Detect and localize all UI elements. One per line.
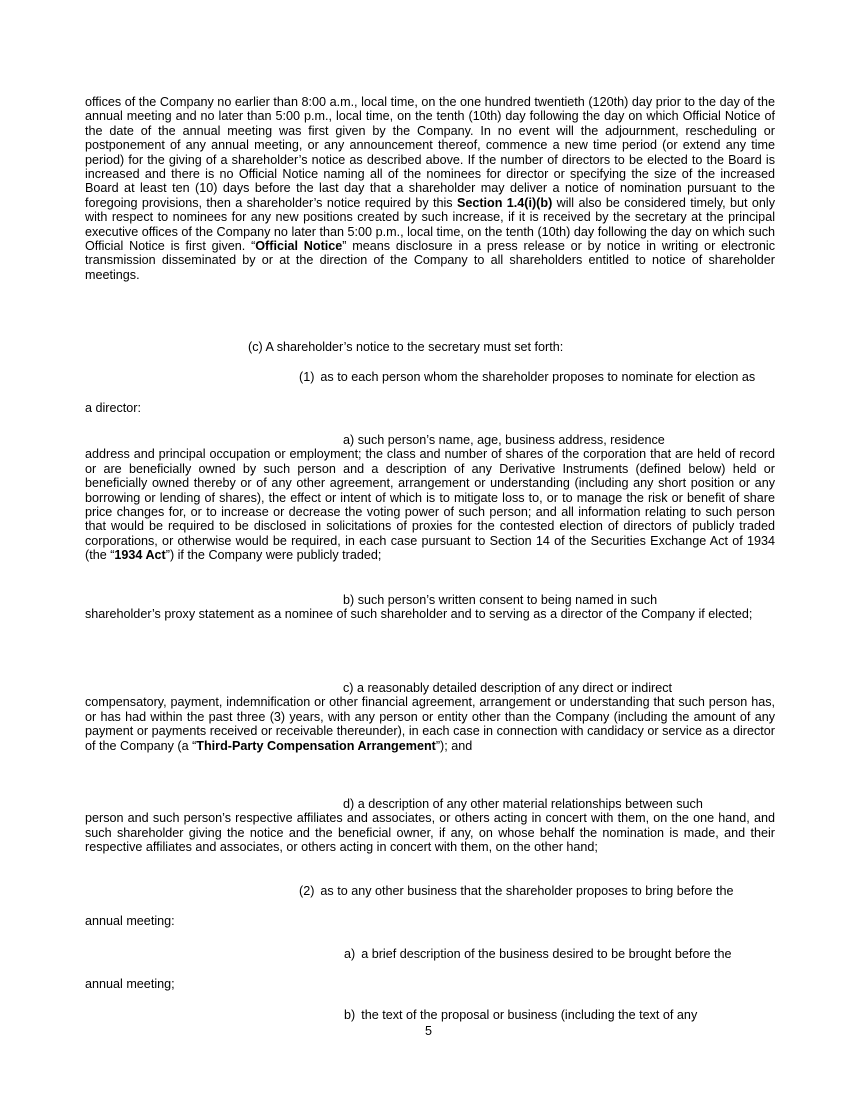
sub-item-lead: a) such person’s name, age, business address, residence [343,433,665,447]
list-text: as to each person whom the shareholder proposes to nominate for election as [320,370,756,384]
list-item-1 [299,370,775,384]
sub-item-text: ”) if the Company were publicly traded; [165,548,382,563]
clause-c-heading: (c) A shareholder’s notice to the secretary must set forth: [248,340,564,354]
sub-item-lead: d) a description of any other material relationships between such [343,797,703,811]
list-text: as to any other business that the shareholder proposes to bring before the [320,884,734,898]
sub-item-body: shareholder’s proxy statement as a nominee of such shareholder and to serving as a director of the Company if elected; [85,607,753,622]
sub-item-d [85,797,775,855]
defined-term-official-notice: Official Notice [255,239,343,254]
paragraph-text: ” means disclosure in a press release or by notice in writing or electronic transmission disseminated by or at the direction of the Company to all shareholders entitled to notice of shareholder meetings. [85,239,775,282]
business-sub-item-b [344,1008,775,1022]
list-letter: b) [344,1008,356,1022]
defined-term-1934-act: 1934 Act [114,548,166,563]
section-reference: Section 1.4(i)(b) [456,195,553,210]
paragraph-text: offices of the Company no earlier than 8:00 a.m., local time, on the one hundred twentieth (120th) day prior to the day of the annual meeting and no later than 5:00 p.m., local time, on the tenth (10th) day following the day on which Official Notice of the date of the annual meeting was first given by the Company. In no event will the adjournment, rescheduling or postponement of any annual meeting, or any announcement thereof, commence a new time period (or extend any time period) for the giving of a shareholder’s notice as described above. If the number of directors to be elected to the Board is increased and there is no Official Notice naming all of the nominees for director or specifying the size of the increased Board at least ten (10) days before the last day that a shareholder may deliver a notice of nomination pursuant to the foregoing provisions, then a shareholder’s notice required by this [85,95,775,210]
business-sub-item-a-continuation: annual meeting; [85,977,175,991]
defined-term-third-party-compensation: Third-Party Compensation Arrangement [196,738,436,753]
sub-item-c [85,681,775,753]
business-sub-item-a [344,947,775,961]
list-letter: a) [344,947,356,961]
sub-item-b [85,593,775,622]
list-number: (1) [299,370,315,384]
list-item-2-continuation: annual meeting: [85,914,175,928]
sub-item-text: ”); and [435,738,473,753]
page-number: 5 [424,1024,432,1038]
list-text: a brief description of the business desired to be brought before the [361,947,732,961]
sub-item-text: address and principal occupation or employment; the class and number of shares of the corporation that are held of record or are beneficially owned by such person and a description of any Derivative Instruments (defined below) held or beneficially owned thereby or of any other agreement, arrangement or understanding (including any short position or any borrowing or lending of shares), the effect or intent of which is to mitigate loss to, or to manage the risk or benefit of share price changes for, or to increase or decrease the voting power of such person; and all information relating to such person that would be required to be disclosed in solicitations of proxies for the contested election of directors of publicly traded corporations, or otherwise would be required, in each case pursuant to Section 14 of the Securities Exchange Act of 1934 (the “ [85,447,775,563]
sub-item-body: person and such person’s respective affiliates and associates, or others acting in concert with them, on the one hand, and such shareholder giving the notice and the beneficial owner, if any, on whose behalf the nomination is made, and their respective affiliates and associates, or others acting in concert with them, on the other hand; [85,811,775,855]
list-number: (2) [299,884,315,898]
paragraph-timing-of-notice [85,95,775,282]
sub-item-body [85,447,775,562]
list-item-2 [299,884,775,898]
sub-item-text: compensatory, payment, indemnification or other financial agreement, arrangement or understanding that such person has, or has had within the past three (3) years, with any person or entity other than the Company (including the amount of any payment or payments received or receivable thereunder), in each case in connection with candidacy or service as a director of the Company (a “ [85,695,775,753]
list-text: the text of the proposal or business (including the text of any [361,1008,698,1022]
list-item-1-continuation: a director: [85,401,141,415]
paragraph-text: will also be considered timely, but only with respect to nominees for any new positions created by such increase, if it is received by the secretary at the principal executive offices of the Company no later than 5:00 p.m., local time, on the tenth (10th) day following the day on which such Official Notice is first given. “ [85,195,775,254]
sub-item-body [85,695,775,753]
sub-item-lead: c) a reasonably detailed description of any direct or indirect [343,681,673,695]
sub-item-lead: b) such person’s written consent to being named in such [343,593,658,607]
sub-item-a [85,433,775,563]
